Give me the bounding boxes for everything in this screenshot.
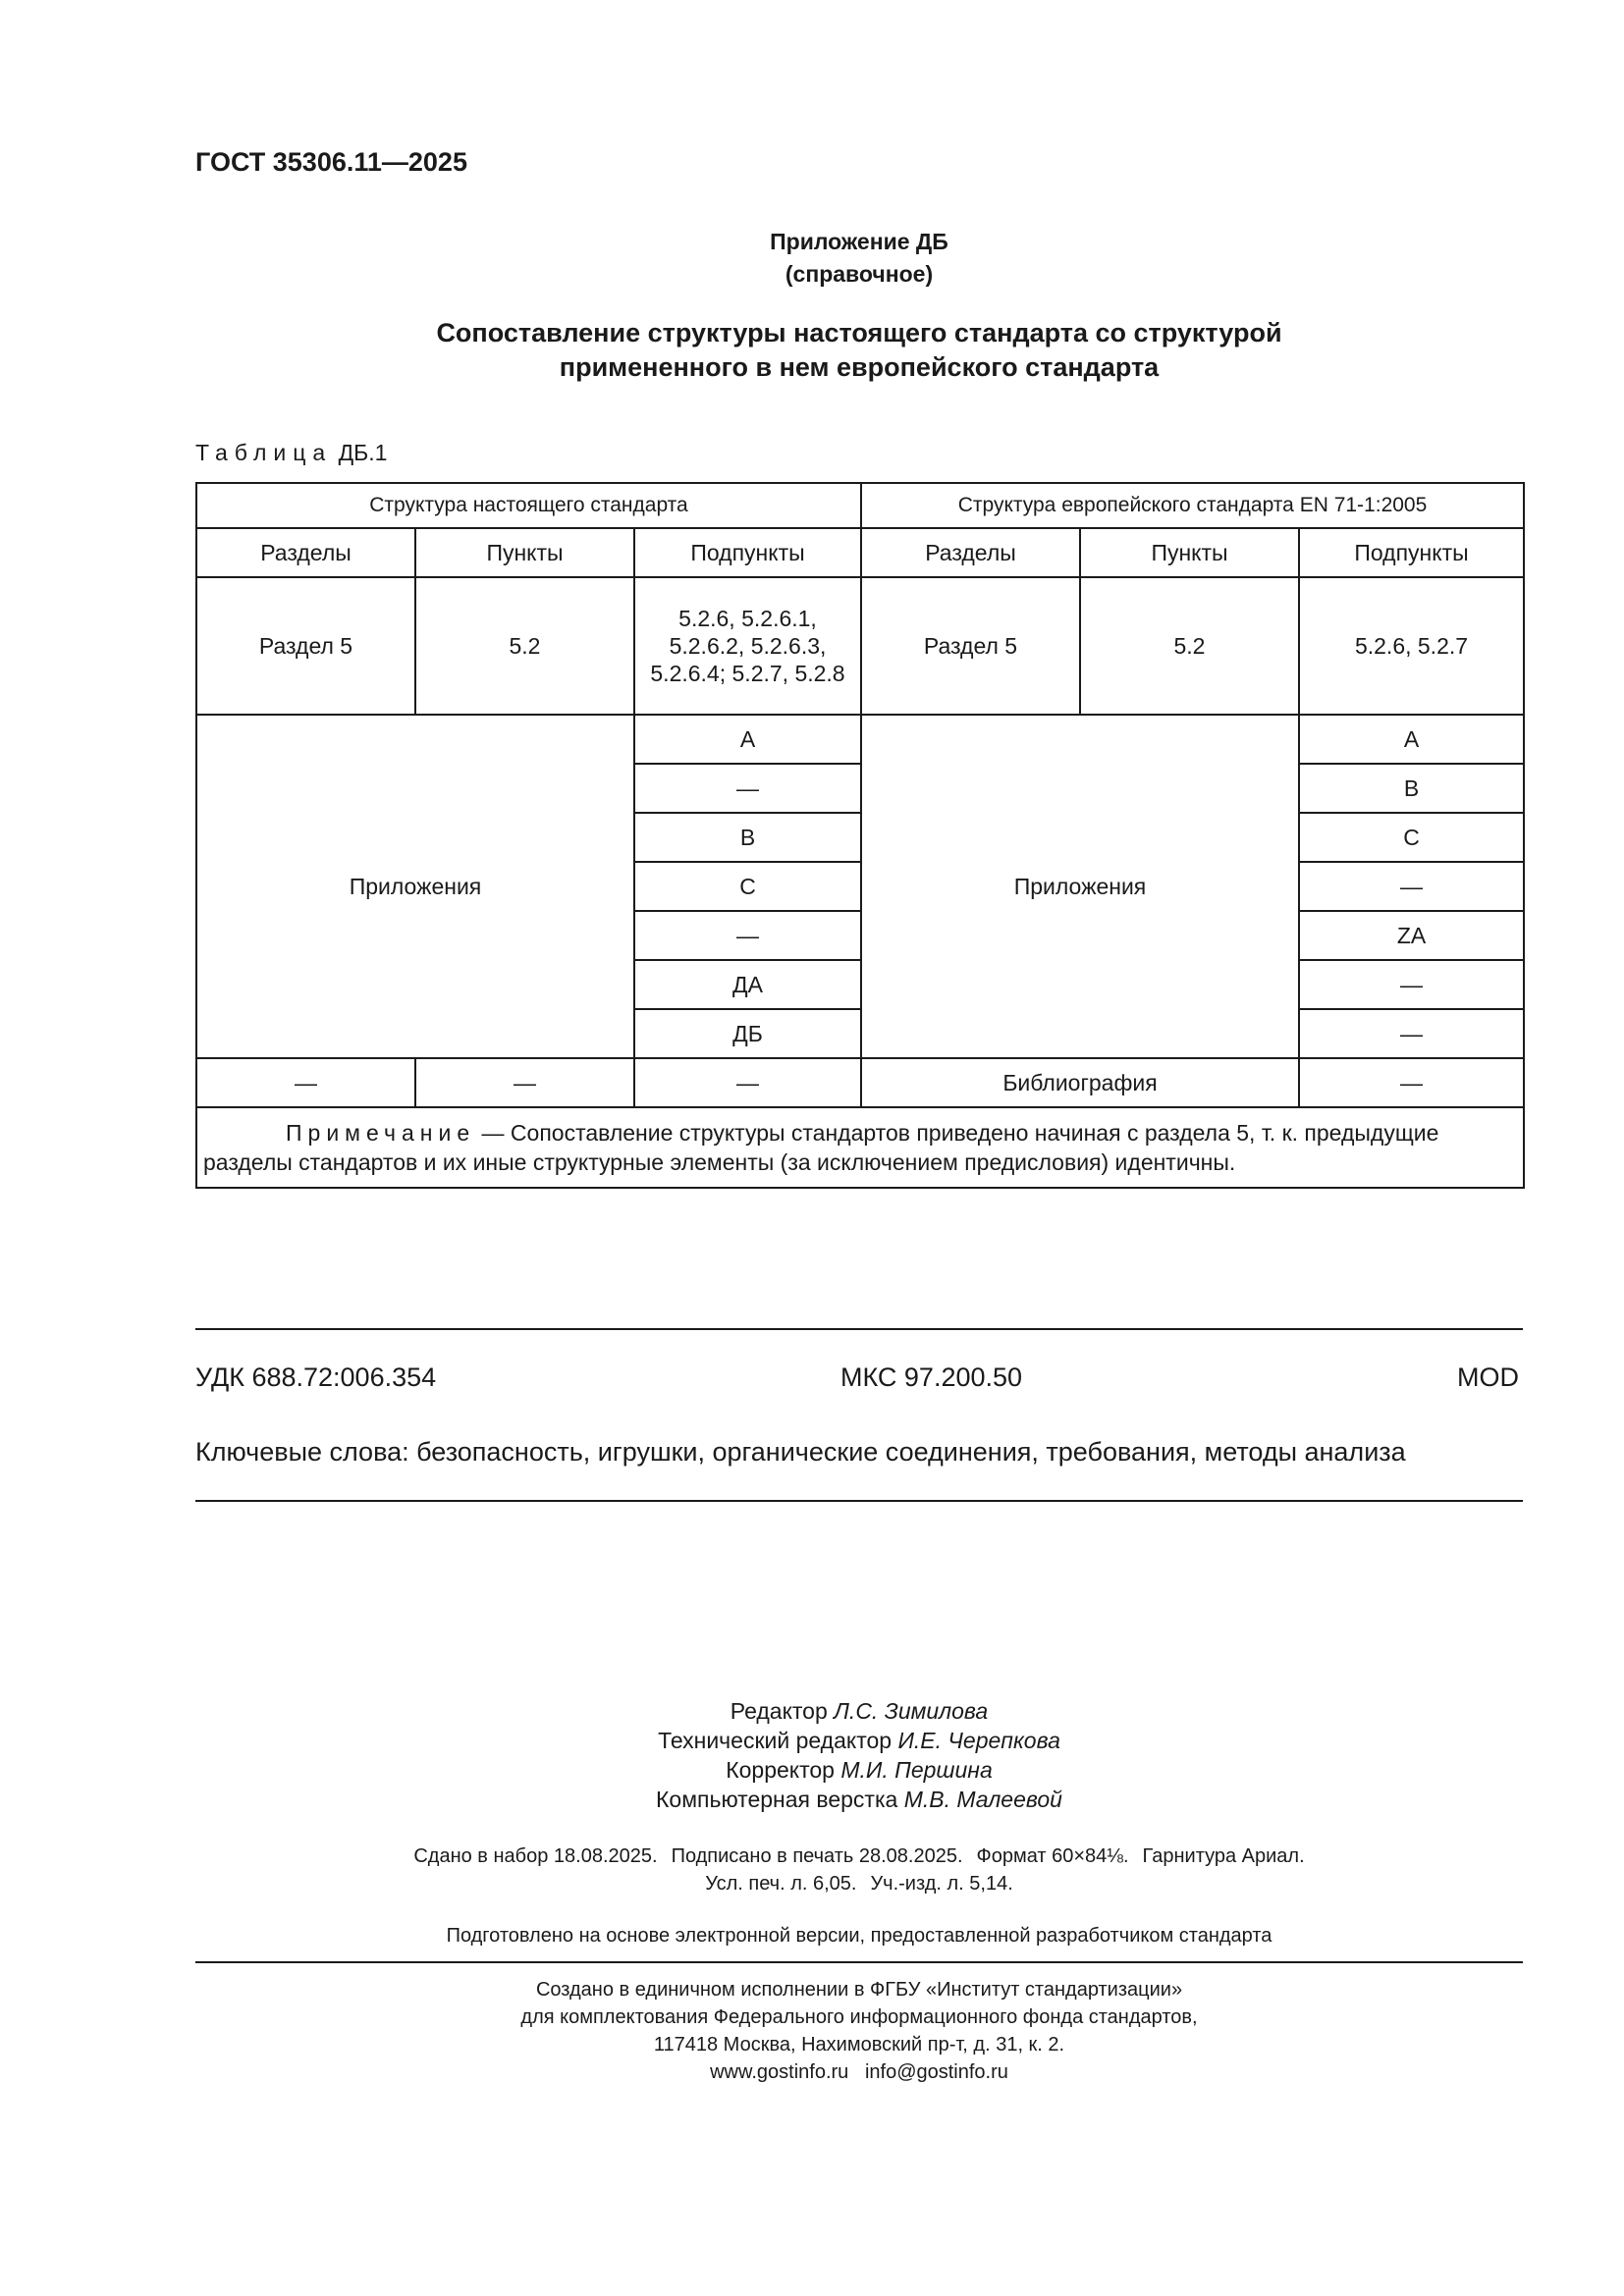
divider bbox=[195, 1328, 1523, 1330]
divider bbox=[195, 1961, 1523, 1963]
table-cell: 5.2.6, 5.2.6.1, 5.2.6.2, 5.2.6.3, 5.2.6.4; 5.2.7, 5.2.8 bbox=[634, 577, 861, 715]
credit-role: Редактор bbox=[730, 1698, 828, 1724]
publisher-line-2: для комплектования Федерального информационного фонда стандартов, bbox=[520, 2006, 1198, 2028]
table-group-header-row bbox=[196, 483, 1524, 528]
imprint-format: Формат 60×84⅛. bbox=[976, 1845, 1129, 1867]
imprint-font: Гарнитура Ариал. bbox=[1142, 1845, 1305, 1867]
column-header: Подпункты bbox=[1299, 528, 1524, 577]
table-cell: 5.2 bbox=[415, 577, 634, 715]
table-note-row bbox=[196, 1107, 1524, 1188]
credit-name: И.Е. Черепкова bbox=[897, 1728, 1060, 1753]
credit-role: Технический редактор bbox=[658, 1728, 893, 1753]
credits bbox=[195, 1696, 1523, 1814]
table-cell: Раздел 5 bbox=[196, 577, 415, 715]
imprint-submitted: Сдано в набор 18.08.2025. bbox=[413, 1845, 658, 1867]
table-cell: A bbox=[1299, 715, 1524, 764]
table-cell: — bbox=[634, 764, 861, 813]
column-header: Разделы bbox=[196, 528, 415, 577]
publisher-website[interactable]: www.gostinfo.ru bbox=[710, 2061, 849, 2083]
table-cell: 5.2.6, 5.2.7 bbox=[1299, 577, 1524, 715]
table-note bbox=[196, 1107, 1524, 1188]
imprint-line-1 bbox=[195, 1842, 1523, 1870]
credit-name: М.В. Малеевой bbox=[903, 1787, 1062, 1812]
table-cell: ДА bbox=[634, 960, 861, 1009]
table-cell: — bbox=[196, 1058, 415, 1107]
publisher-line-1: Создано в единичном исполнении в ФГБУ «Институт стандартизации» bbox=[535, 1979, 1183, 2001]
annex-label-current: Приложения bbox=[196, 715, 634, 1058]
credit-line bbox=[195, 1785, 1523, 1814]
table-cell: — bbox=[1299, 1058, 1524, 1107]
table-cell: С bbox=[634, 862, 861, 911]
group-header-european: Структура европейского стандарта EN 71-1:2005 bbox=[861, 483, 1524, 528]
table-caption-label: Таблица bbox=[195, 440, 333, 465]
keywords: Ключевые слова: безопасность, игрушки, органические соединения, требования, методы анализа bbox=[195, 1437, 1406, 1467]
table-cell: А bbox=[634, 715, 861, 764]
imprint-print-sheets: Усл. печ. л. 6,05. bbox=[705, 1873, 857, 1895]
table-row-annex bbox=[196, 715, 1524, 764]
table-cell: 5.2 bbox=[1080, 577, 1299, 715]
note-text: — Сопоставление структуры стандартов приведено начиная с раздела 5, т. к. предыдущие разделы стандартов и их иные структурные элементы (за исключением предисловия) идентичны. bbox=[203, 1120, 1439, 1175]
annex-label-european: Приложения bbox=[861, 715, 1299, 1058]
credit-line bbox=[195, 1696, 1523, 1726]
annex-heading bbox=[195, 316, 1523, 385]
publisher-line-3: 117418 Москва, Нахимовский пр-т, д. 31, к. 2. bbox=[653, 2034, 1065, 2056]
annex-title: Приложение ДБ bbox=[770, 229, 948, 254]
imprint-pub-sheets: Уч.-изд. л. 5,14. bbox=[870, 1873, 1013, 1895]
table-cell: B bbox=[1299, 764, 1524, 813]
table-cell: — bbox=[415, 1058, 634, 1107]
table-column-header-row bbox=[196, 528, 1524, 577]
publisher-info bbox=[195, 1976, 1523, 2086]
mod-label: MOD bbox=[1457, 1362, 1519, 1392]
udk-code: УДК 688.72:006.354 bbox=[195, 1362, 437, 1392]
credit-line bbox=[195, 1755, 1523, 1785]
table-cell: Библиография bbox=[861, 1058, 1299, 1107]
column-header: Пункты bbox=[1080, 528, 1299, 577]
annex-heading-line-1: Сопоставление структуры настоящего стандарта со структурой bbox=[436, 318, 1282, 347]
table-cell: ZA bbox=[1299, 911, 1524, 960]
column-header: Пункты bbox=[415, 528, 634, 577]
publisher-email[interactable]: info@gostinfo.ru bbox=[864, 2061, 1008, 2083]
table-cell: — bbox=[1299, 1009, 1524, 1058]
table-row-section-5 bbox=[196, 577, 1524, 715]
prepared-note: Подготовлено на основе электронной версии, предоставленной разработчиком стандарта bbox=[446, 1925, 1272, 1947]
imprint-line-2 bbox=[195, 1870, 1523, 1897]
table-cell: C bbox=[1299, 813, 1524, 862]
imprint-signed: Подписано в печать 28.08.2025. bbox=[671, 1845, 963, 1867]
credit-line bbox=[195, 1726, 1523, 1755]
annex-status: (справочное) bbox=[785, 261, 934, 287]
table-row-bibliography bbox=[196, 1058, 1524, 1107]
credit-role: Компьютерная верстка bbox=[656, 1787, 898, 1812]
table-cell: В bbox=[634, 813, 861, 862]
credit-name: Л.С. Зимилова bbox=[834, 1698, 989, 1724]
divider bbox=[195, 1500, 1523, 1502]
imprint bbox=[195, 1842, 1523, 1897]
column-header: Разделы bbox=[861, 528, 1080, 577]
group-header-current: Структура настоящего стандарта bbox=[196, 483, 861, 528]
mks-code: МКС 97.200.50 bbox=[840, 1362, 1023, 1392]
structure-comparison-table bbox=[195, 482, 1525, 1189]
table-cell: — bbox=[1299, 960, 1524, 1009]
table-cell: — bbox=[634, 911, 861, 960]
table-caption-number: ДБ.1 bbox=[338, 440, 388, 465]
table-cell: Раздел 5 bbox=[861, 577, 1080, 715]
credit-name: М.И. Першина bbox=[840, 1757, 993, 1783]
column-header: Подпункты bbox=[634, 528, 861, 577]
table-cell: ДБ bbox=[634, 1009, 861, 1058]
credit-role: Корректор bbox=[726, 1757, 835, 1783]
publisher-contacts bbox=[195, 2058, 1523, 2086]
table-cell: — bbox=[634, 1058, 861, 1107]
annex-heading-line-2: примененного в нем европейского стандарта bbox=[559, 352, 1160, 382]
document-code: ГОСТ 35306.11—2025 bbox=[195, 147, 467, 177]
annex-title-block bbox=[195, 226, 1523, 291]
table-cell: — bbox=[1299, 862, 1524, 911]
note-label: Примечание bbox=[286, 1120, 476, 1146]
table-caption bbox=[195, 440, 387, 466]
